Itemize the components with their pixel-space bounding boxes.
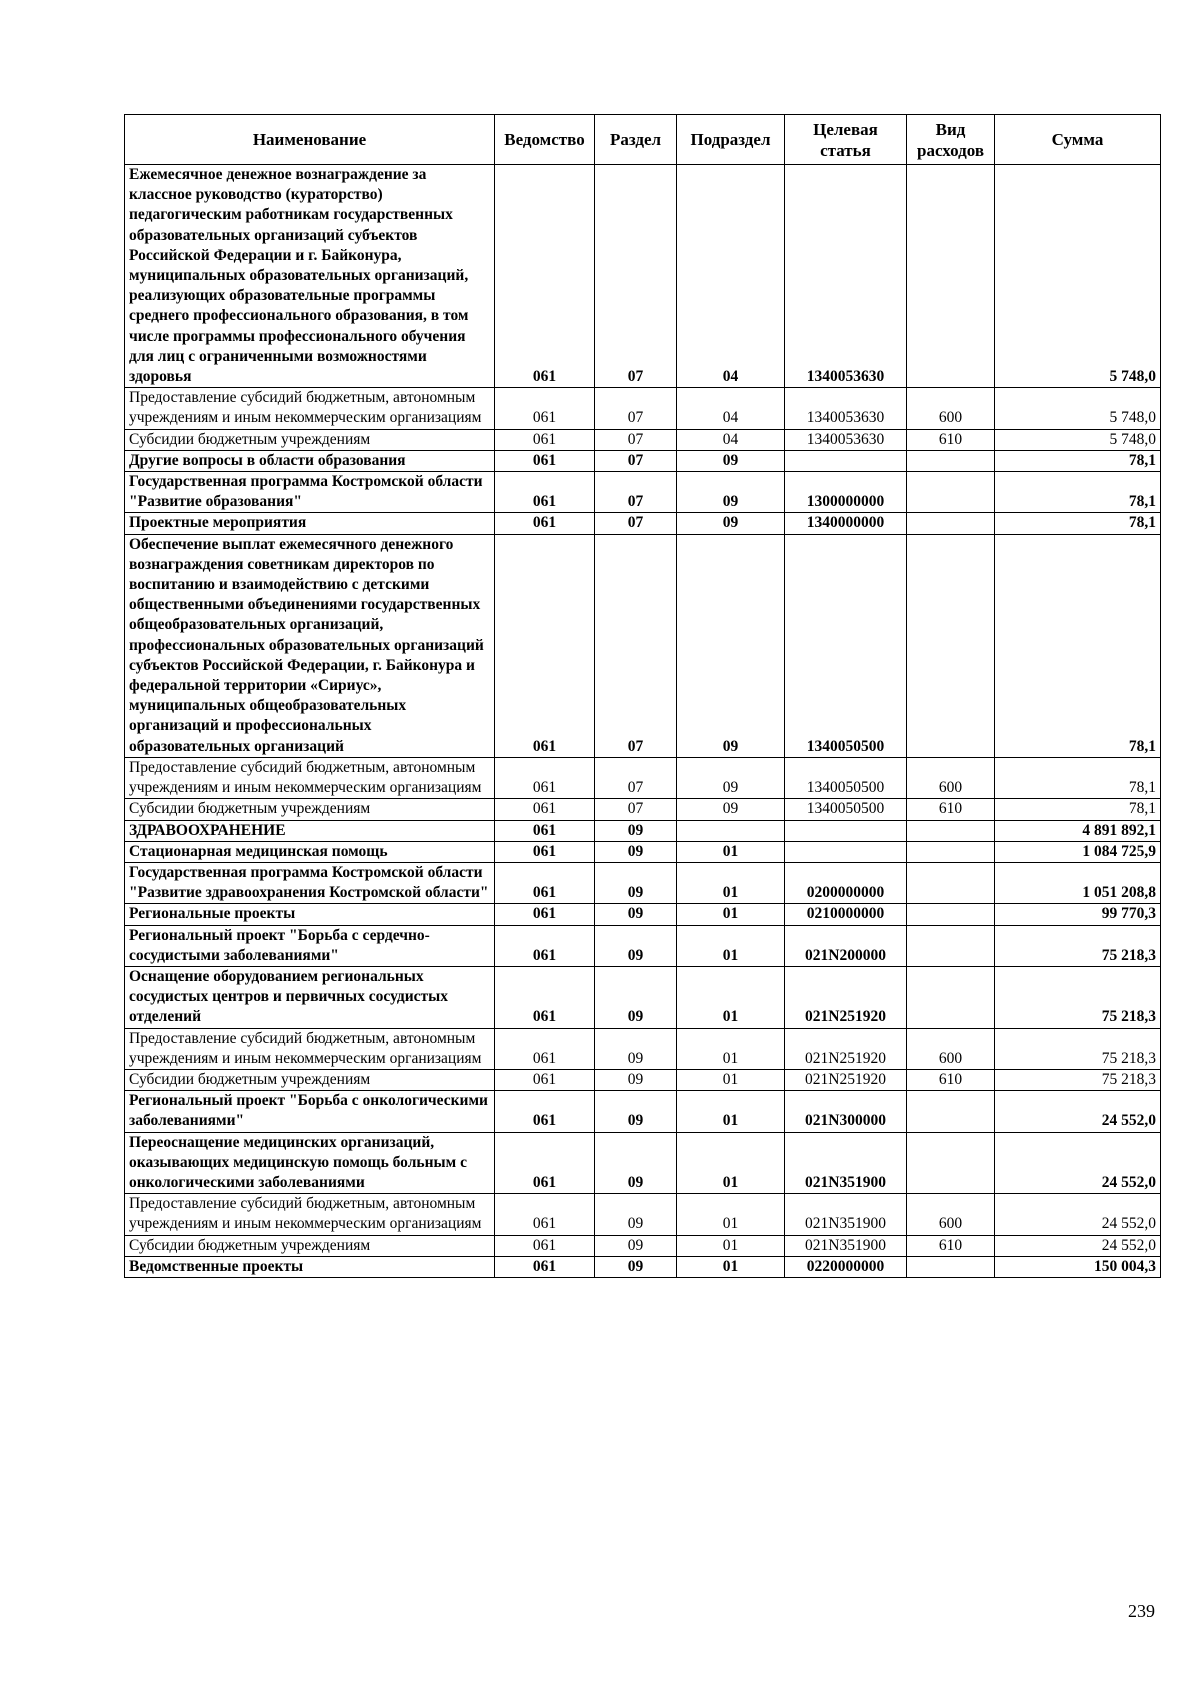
cell-target: 021N300000 — [785, 1091, 907, 1132]
cell-target: 0210000000 — [785, 904, 907, 925]
cell-amount: 78,1 — [995, 472, 1161, 513]
cell-amount: 75 218,3 — [995, 1028, 1161, 1069]
cell-name: Региональный проект "Борьба с сердечно-сосудистыми заболеваниями" — [125, 925, 495, 966]
cell-amount: 5 748,0 — [995, 429, 1161, 450]
cell-section: 09 — [595, 966, 677, 1028]
cell-exptype — [907, 534, 995, 757]
table-row — [125, 1132, 1161, 1194]
cell-dept: 061 — [495, 165, 595, 388]
cell-exptype — [907, 904, 995, 925]
cell-section: 07 — [595, 757, 677, 798]
cell-dept: 061 — [495, 1091, 595, 1132]
cell-amount: 24 552,0 — [995, 1194, 1161, 1235]
cell-subsection: 04 — [677, 429, 785, 450]
cell-name: Обеспечение выплат ежемесячного денежного вознаграждения советникам директоров по воспитанию и взаимодействию с детскими общественными объединениями государственных общеобразовательных организаций, профессиональных образовательных организаций субъектов Российской Федерации, г. Байконура и федеральной территории «Сириус», муниципальных общеобразовательных организаций и профессиональных образовательных организаций — [125, 534, 495, 757]
cell-subsection: 09 — [677, 472, 785, 513]
cell-section: 09 — [595, 1256, 677, 1277]
cell-target — [785, 841, 907, 862]
cell-amount: 75 218,3 — [995, 925, 1161, 966]
cell-target: 1340053630 — [785, 388, 907, 429]
cell-name: Субсидии бюджетным учреждениям — [125, 1069, 495, 1090]
cell-subsection: 01 — [677, 925, 785, 966]
cell-target: 1340053630 — [785, 429, 907, 450]
cell-amount: 1 051 208,8 — [995, 862, 1161, 903]
cell-section: 09 — [595, 1194, 677, 1235]
cell-amount: 5 748,0 — [995, 388, 1161, 429]
cell-subsection: 01 — [677, 966, 785, 1028]
cell-exptype: 610 — [907, 1069, 995, 1090]
cell-section: 09 — [595, 1091, 677, 1132]
cell-exptype — [907, 1256, 995, 1277]
cell-subsection: 01 — [677, 1028, 785, 1069]
cell-subsection: 01 — [677, 1132, 785, 1194]
cell-dept: 061 — [495, 904, 595, 925]
cell-name: Предоставление субсидий бюджетным, автономным учреждениям и иным некоммерческим организациям — [125, 388, 495, 429]
cell-name: Оснащение оборудованием региональных сосудистых центров и первичных сосудистых отделений — [125, 966, 495, 1028]
cell-section: 09 — [595, 1235, 677, 1256]
cell-target — [785, 820, 907, 841]
cell-dept: 061 — [495, 757, 595, 798]
table-row — [125, 1256, 1161, 1277]
table-row — [125, 925, 1161, 966]
cell-exptype — [907, 1091, 995, 1132]
cell-subsection: 01 — [677, 1194, 785, 1235]
cell-exptype: 600 — [907, 1028, 995, 1069]
cell-target: 1340050500 — [785, 799, 907, 820]
cell-amount: 78,1 — [995, 534, 1161, 757]
cell-name: Субсидии бюджетным учреждениям — [125, 429, 495, 450]
cell-amount: 75 218,3 — [995, 966, 1161, 1028]
cell-dept: 061 — [495, 513, 595, 534]
cell-name: Предоставление субсидий бюджетным, автономным учреждениям и иным некоммерческим организациям — [125, 1028, 495, 1069]
header-name: Наименование — [125, 115, 495, 165]
cell-subsection: 04 — [677, 165, 785, 388]
cell-dept: 061 — [495, 472, 595, 513]
cell-exptype — [907, 513, 995, 534]
cell-subsection: 09 — [677, 757, 785, 798]
cell-section: 09 — [595, 904, 677, 925]
cell-subsection — [677, 820, 785, 841]
table-body — [125, 165, 1161, 1278]
cell-target: 1300000000 — [785, 472, 907, 513]
cell-dept: 061 — [495, 820, 595, 841]
cell-exptype: 600 — [907, 1194, 995, 1235]
cell-target: 1340050500 — [785, 757, 907, 798]
cell-amount: 150 004,3 — [995, 1256, 1161, 1277]
cell-dept: 061 — [495, 1132, 595, 1194]
cell-section: 07 — [595, 513, 677, 534]
cell-dept: 061 — [495, 1256, 595, 1277]
table-row — [125, 904, 1161, 925]
cell-target: 0200000000 — [785, 862, 907, 903]
cell-dept: 061 — [495, 388, 595, 429]
cell-section: 07 — [595, 165, 677, 388]
cell-subsection: 01 — [677, 862, 785, 903]
cell-dept: 061 — [495, 966, 595, 1028]
cell-exptype — [907, 862, 995, 903]
table-row — [125, 534, 1161, 757]
cell-dept: 061 — [495, 450, 595, 471]
cell-subsection: 01 — [677, 1256, 785, 1277]
cell-amount: 1 084 725,9 — [995, 841, 1161, 862]
cell-target: 021N251920 — [785, 966, 907, 1028]
cell-target: 1340053630 — [785, 165, 907, 388]
cell-name: Предоставление субсидий бюджетным, автономным учреждениям и иным некоммерческим организациям — [125, 757, 495, 798]
cell-section: 09 — [595, 1069, 677, 1090]
cell-section: 07 — [595, 799, 677, 820]
cell-target: 021N251920 — [785, 1069, 907, 1090]
header-subsection: Подраздел — [677, 115, 785, 165]
cell-dept: 061 — [495, 1069, 595, 1090]
cell-name: Проектные мероприятия — [125, 513, 495, 534]
header-section: Раздел — [595, 115, 677, 165]
cell-dept: 061 — [495, 429, 595, 450]
cell-target: 021N351900 — [785, 1194, 907, 1235]
table-row — [125, 757, 1161, 798]
cell-name: Ведомственные проекты — [125, 1256, 495, 1277]
cell-name: Субсидии бюджетным учреждениям — [125, 1235, 495, 1256]
cell-target: 021N351900 — [785, 1235, 907, 1256]
cell-exptype — [907, 925, 995, 966]
cell-dept: 061 — [495, 1028, 595, 1069]
cell-subsection: 09 — [677, 450, 785, 471]
cell-subsection: 04 — [677, 388, 785, 429]
cell-exptype — [907, 966, 995, 1028]
table-row — [125, 1091, 1161, 1132]
table-row — [125, 820, 1161, 841]
cell-exptype — [907, 820, 995, 841]
cell-subsection: 01 — [677, 841, 785, 862]
cell-name: Стационарная медицинская помощь — [125, 841, 495, 862]
cell-exptype — [907, 841, 995, 862]
table-row — [125, 472, 1161, 513]
cell-amount: 24 552,0 — [995, 1132, 1161, 1194]
cell-section: 07 — [595, 472, 677, 513]
cell-target: 0220000000 — [785, 1256, 907, 1277]
cell-name: Субсидии бюджетным учреждениям — [125, 799, 495, 820]
cell-dept: 061 — [495, 862, 595, 903]
cell-target: 021N251920 — [785, 1028, 907, 1069]
cell-section: 09 — [595, 841, 677, 862]
table-row — [125, 1028, 1161, 1069]
page-number: 239 — [1128, 1601, 1155, 1621]
cell-target — [785, 450, 907, 471]
cell-exptype — [907, 472, 995, 513]
cell-section: 07 — [595, 534, 677, 757]
cell-amount: 78,1 — [995, 757, 1161, 798]
cell-subsection: 09 — [677, 799, 785, 820]
header-dept: Ведомство — [495, 115, 595, 165]
cell-amount: 5 748,0 — [995, 165, 1161, 388]
cell-section: 09 — [595, 820, 677, 841]
table-row — [125, 388, 1161, 429]
header-exptype: Вид расходов — [907, 115, 995, 165]
cell-amount: 99 770,3 — [995, 904, 1161, 925]
cell-dept: 061 — [495, 925, 595, 966]
cell-amount: 24 552,0 — [995, 1235, 1161, 1256]
cell-subsection: 01 — [677, 1235, 785, 1256]
cell-exptype: 610 — [907, 429, 995, 450]
table-row — [125, 513, 1161, 534]
cell-exptype — [907, 1132, 995, 1194]
cell-name: ЗДРАВООХРАНЕНИЕ — [125, 820, 495, 841]
cell-subsection: 09 — [677, 534, 785, 757]
cell-name: Государственная программа Костромской области "Развитие образования" — [125, 472, 495, 513]
cell-name: Государственная программа Костромской области "Развитие здравоохранения Костромской области" — [125, 862, 495, 903]
table-row — [125, 429, 1161, 450]
table-row — [125, 1235, 1161, 1256]
cell-exptype: 610 — [907, 1235, 995, 1256]
table-row — [125, 450, 1161, 471]
cell-exptype: 600 — [907, 388, 995, 429]
cell-name: Другие вопросы в области образования — [125, 450, 495, 471]
cell-dept: 061 — [495, 841, 595, 862]
cell-exptype — [907, 450, 995, 471]
table-row — [125, 1194, 1161, 1235]
cell-section: 09 — [595, 1132, 677, 1194]
cell-subsection: 09 — [677, 513, 785, 534]
cell-amount: 4 891 892,1 — [995, 820, 1161, 841]
cell-dept: 061 — [495, 1194, 595, 1235]
cell-target: 1340050500 — [785, 534, 907, 757]
table-header-row — [125, 115, 1161, 165]
cell-target: 1340000000 — [785, 513, 907, 534]
cell-dept: 061 — [495, 799, 595, 820]
cell-section: 09 — [595, 925, 677, 966]
cell-amount: 78,1 — [995, 799, 1161, 820]
cell-name: Переоснащение медицинских организаций, оказывающих медицинскую помощь больным с онкологическими заболеваниями — [125, 1132, 495, 1194]
cell-name: Региональный проект "Борьба с онкологическими заболеваниями" — [125, 1091, 495, 1132]
table-row — [125, 799, 1161, 820]
cell-section: 07 — [595, 388, 677, 429]
header-amount: Сумма — [995, 115, 1161, 165]
cell-section: 09 — [595, 862, 677, 903]
header-target: Целевая статья — [785, 115, 907, 165]
budget-table-container — [124, 114, 1160, 1278]
table-row — [125, 966, 1161, 1028]
cell-subsection: 01 — [677, 1091, 785, 1132]
cell-exptype — [907, 165, 995, 388]
cell-section: 09 — [595, 1028, 677, 1069]
table-row — [125, 165, 1161, 388]
cell-dept: 061 — [495, 1235, 595, 1256]
cell-exptype: 600 — [907, 757, 995, 798]
cell-exptype: 610 — [907, 799, 995, 820]
cell-section: 07 — [595, 429, 677, 450]
table-row — [125, 1069, 1161, 1090]
cell-dept: 061 — [495, 534, 595, 757]
budget-table — [124, 114, 1161, 1278]
cell-name: Региональные проекты — [125, 904, 495, 925]
cell-target: 021N351900 — [785, 1132, 907, 1194]
cell-subsection: 01 — [677, 1069, 785, 1090]
cell-section: 07 — [595, 450, 677, 471]
cell-amount: 75 218,3 — [995, 1069, 1161, 1090]
cell-amount: 24 552,0 — [995, 1091, 1161, 1132]
table-row — [125, 841, 1161, 862]
cell-subsection: 01 — [677, 904, 785, 925]
cell-amount: 78,1 — [995, 513, 1161, 534]
cell-amount: 78,1 — [995, 450, 1161, 471]
cell-target: 021N200000 — [785, 925, 907, 966]
table-row — [125, 862, 1161, 903]
cell-name: Ежемесячное денежное вознаграждение за классное руководство (кураторство) педагогическим работникам государственных образовательных организаций субъектов Российской Федерации и г. Байконура, муниципальных образовательных организаций, реализующих образовательные программы среднего профессионального образования, в том числе программы профессионального обучения для лиц с ограниченными возможностями здоровья — [125, 165, 495, 388]
cell-name: Предоставление субсидий бюджетным, автономным учреждениям и иным некоммерческим организациям — [125, 1194, 495, 1235]
